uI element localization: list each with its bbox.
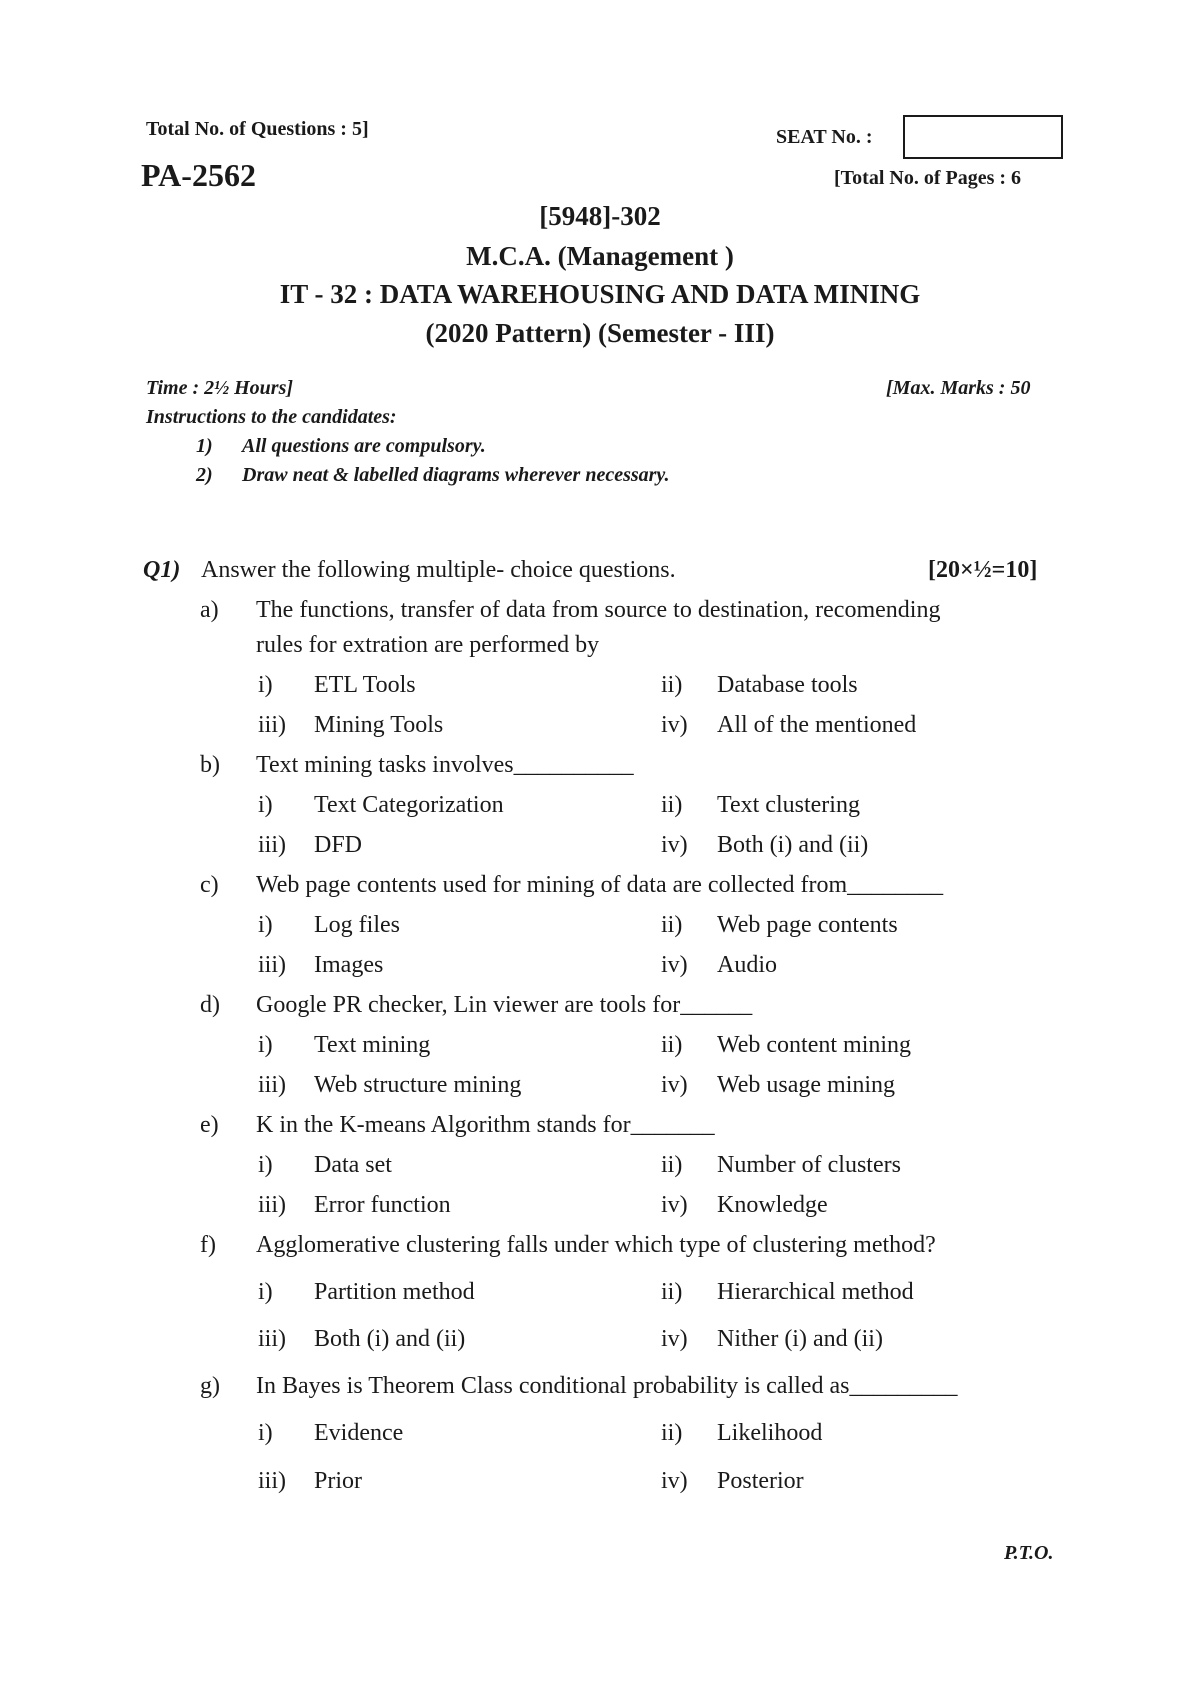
option-number: i) [258, 1420, 273, 1446]
option-number: ii) [661, 672, 683, 698]
instructions-heading: Instructions to the candidates: [146, 406, 397, 428]
option-text: ETL Tools [314, 672, 416, 698]
option-text: All of the mentioned [717, 712, 917, 738]
option-number: ii) [661, 1152, 683, 1178]
option-text: Posterior [717, 1468, 804, 1494]
option-number: iv) [661, 1192, 688, 1218]
page-turn-note: P.T.O. [1004, 1542, 1054, 1564]
item-text: In Bayes is Theorem Class conditional probability is called as_________ [256, 1373, 958, 1399]
option-text: Nither (i) and (ii) [717, 1326, 883, 1352]
option-text: Web content mining [717, 1032, 912, 1058]
max-marks: [Max. Marks : 50 [886, 377, 1031, 399]
seat-no-label: SEAT No. : [776, 126, 873, 148]
option-text: Hierarchical method [717, 1279, 914, 1305]
option-text: Web usage mining [717, 1072, 896, 1098]
option-text: Web page contents [717, 912, 898, 938]
option-number: iii) [258, 952, 286, 978]
item-text: K in the K-means Algorithm stands for_______ [256, 1112, 715, 1138]
paper-number: [5948]-302 [539, 201, 661, 231]
option-number: iv) [661, 712, 688, 738]
instruction-number: 2) [196, 464, 213, 486]
item-label: f) [200, 1232, 216, 1258]
option-number: i) [258, 1152, 273, 1178]
option-number: iii) [258, 712, 286, 738]
option-number: i) [258, 1032, 273, 1058]
pattern-title: (2020 Pattern) (Semester - III) [425, 318, 775, 348]
option-text: Database tools [717, 672, 858, 698]
option-text: Both (i) and (ii) [314, 1326, 466, 1352]
option-text: Text Categorization [314, 792, 504, 818]
option-text: Error function [314, 1192, 451, 1218]
item-label: c) [200, 872, 219, 898]
question-marks: [20×½=10] [928, 557, 1038, 583]
instruction-text: All questions are compulsory. [242, 435, 486, 457]
option-text: Images [314, 952, 384, 978]
option-number: iv) [661, 1326, 688, 1352]
option-text: Web structure mining [314, 1072, 522, 1098]
option-text: Likelihood [717, 1420, 823, 1446]
total-questions: Total No. of Questions : 5] [146, 118, 369, 140]
item-text: The functions, transfer of data from source to destination, recomending [256, 597, 941, 623]
option-number: iv) [661, 1468, 688, 1494]
question-text: Answer the following multiple- choice questions. [201, 557, 676, 583]
option-number: ii) [661, 1420, 683, 1446]
item-text: Agglomerative clustering falls under which type of clustering method? [256, 1232, 936, 1258]
option-text: DFD [314, 832, 363, 858]
option-text: Evidence [314, 1420, 404, 1446]
option-number: i) [258, 912, 273, 938]
item-label: e) [200, 1112, 219, 1138]
total-pages: [Total No. of Pages : 6 [834, 167, 1022, 189]
option-text: Both (i) and (ii) [717, 832, 869, 858]
option-number: iv) [661, 952, 688, 978]
option-number: iii) [258, 1072, 286, 1098]
item-label: b) [200, 752, 220, 778]
item-text: Web page contents used for mining of data are collected from________ [256, 872, 944, 898]
option-text: Partition method [314, 1279, 475, 1305]
option-number: i) [258, 672, 273, 698]
option-text: Data set [314, 1152, 392, 1178]
option-number: ii) [661, 792, 683, 818]
item-text: Google PR checker, Lin viewer are tools for______ [256, 992, 753, 1018]
option-number: iv) [661, 832, 688, 858]
option-number: ii) [661, 1032, 683, 1058]
option-text: Log files [314, 912, 400, 938]
instruction-text: Draw neat & labelled diagrams wherever necessary. [242, 464, 670, 486]
time-duration: Time : 2½ Hours] [146, 377, 294, 399]
option-number: ii) [661, 912, 683, 938]
seat-no-box [903, 115, 1063, 159]
item-label: a) [200, 597, 219, 623]
item-text: Text mining tasks involves__________ [256, 752, 634, 778]
option-number: i) [258, 1279, 273, 1305]
option-text: Text clustering [717, 792, 860, 818]
item-text: rules for extration are performed by [256, 632, 600, 658]
option-text: Prior [314, 1468, 362, 1494]
paper-code: PA-2562 [141, 157, 256, 193]
option-text: Number of clusters [717, 1152, 901, 1178]
option-number: iii) [258, 1192, 286, 1218]
instruction-number: 1) [196, 435, 213, 457]
option-number: iv) [661, 1072, 688, 1098]
option-number: i) [258, 792, 273, 818]
option-number: iii) [258, 1468, 286, 1494]
question-number: Q1) [143, 557, 181, 583]
subject-title: IT - 32 : DATA WAREHOUSING AND DATA MINING [279, 279, 921, 309]
item-label: g) [200, 1373, 220, 1399]
option-text: Audio [717, 952, 777, 978]
item-label: d) [200, 992, 220, 1018]
option-text: Mining Tools [314, 712, 444, 738]
option-text: Knowledge [717, 1192, 828, 1218]
course-title: M.C.A. (Management ) [466, 241, 734, 271]
option-number: ii) [661, 1279, 683, 1305]
option-text: Text mining [314, 1032, 431, 1058]
option-number: iii) [258, 1326, 286, 1352]
option-number: iii) [258, 832, 286, 858]
